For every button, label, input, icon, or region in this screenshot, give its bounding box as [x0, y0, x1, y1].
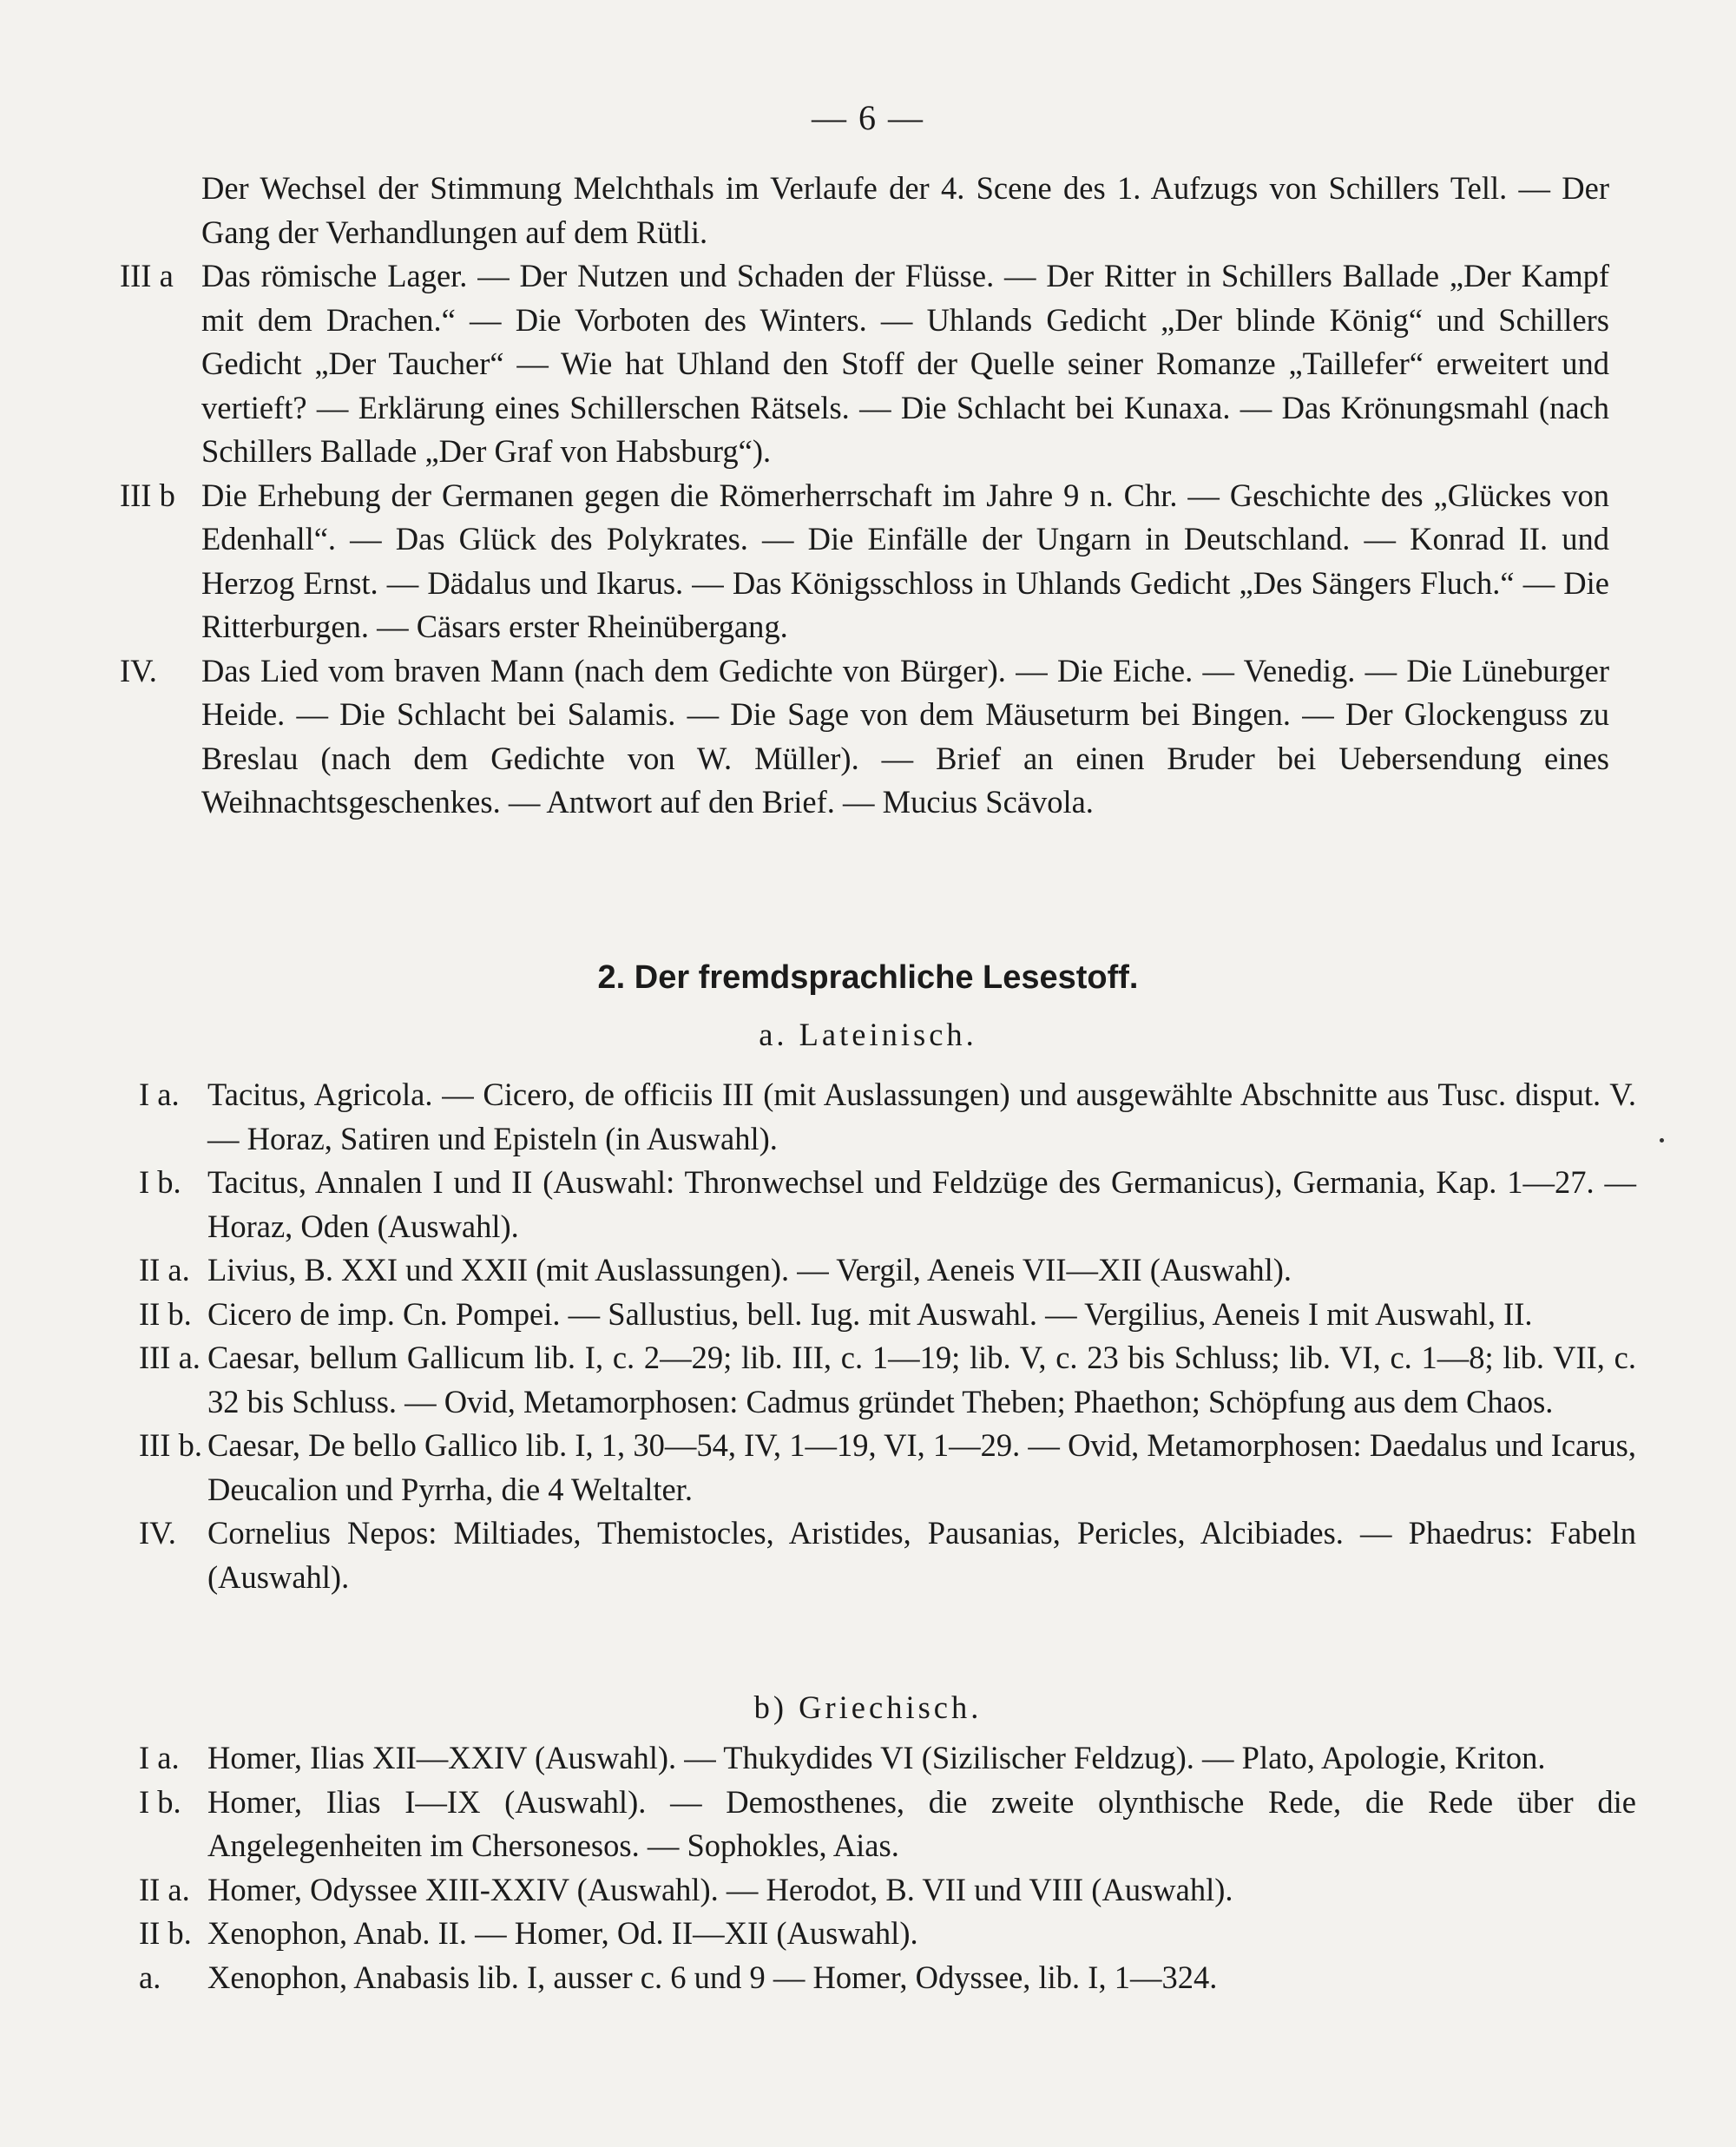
reading-text: Tacitus, Agricola. — Cicero, de officiis III (mit Auslassungen) und ausgewählte Abschnitte aus Tusc. disput. V. — Horaz, Satiren und Episteln (in Auswahl). — [207, 1077, 1636, 1156]
class-label: III b — [120, 477, 175, 513]
reading-text: Homer, Odyssee XIII-XXIV (Auswahl). — Herodot, B. VII und VIII (Auswahl). — [207, 1871, 1233, 1907]
reading-text: Livius, B. XXI und XXII (mit Auslassungen). — Vergil, Aeneis VII—XII (Auswahl). — [207, 1252, 1292, 1288]
ink-speck — [1660, 1138, 1664, 1143]
list-item — [0, 1956, 1736, 2000]
class-label: I a. — [139, 1077, 180, 1112]
reading-text: Caesar, De bello Gallico lib. I, 1, 30—54, IV, 1—19, VI, 1—29. — Ovid, Metamorphosen: Daedalus und Icarus, Deucalion und Pyrrha, die 4 Weltalter. — [207, 1427, 1636, 1507]
reading-text: Homer, Ilias XII—XXIV (Auswahl). — Thukydides VI (Sizilischer Feldzug). — Plato, Apologie, Kriton. — [207, 1740, 1546, 1775]
reading-text: Tacitus, Annalen I und II (Auswahl: Thronwechsel und Feldzüge des Germanicus), Germania, Kap. 1—27. — Horaz, Oden (Auswahl). — [207, 1164, 1636, 1244]
list-item — [0, 1511, 1736, 1599]
list-item — [0, 1248, 1736, 1293]
class-label: III a. — [139, 1340, 201, 1375]
latin-heading: a. Lateinisch. — [759, 1017, 977, 1052]
topic-text: Der Wechsel der Stimmung Melchthals im Verlaufe der 4. Scene des 1. Aufzugs von Schillers Tell. — Der Gang der Verhandlungen auf dem Rütli. — [201, 170, 1609, 250]
reading-text: Homer, Ilias I—IX (Auswahl). — Demosthenes, die zweite olynthische Rede, die Rede über die Angelegenheiten im Chersonesos. — Sophokles, Aias. — [207, 1783, 1636, 1863]
class-label: II b. — [139, 1295, 192, 1332]
list-item — [0, 474, 1736, 649]
list-item — [0, 254, 1736, 474]
class-label: I b. — [139, 1783, 181, 1820]
list-item — [0, 1161, 1736, 1248]
list-item — [0, 167, 1736, 254]
latin-reading-list — [0, 1073, 1736, 1599]
page-number: — 6 — — [812, 98, 924, 137]
class-label: II a. — [139, 1871, 190, 1907]
list-item — [0, 1912, 1736, 1956]
class-label: a. — [139, 1959, 161, 1995]
class-label: IV. — [139, 1515, 176, 1551]
list-item — [0, 1073, 1736, 1161]
reading-text: Cornelius Nepos: Miltiades, Themistocles, Aristides, Pausanias, Pericles, Alcibiades. — Phaedrus: Fabeln (Auswahl). — [207, 1515, 1636, 1595]
topic-text: Das Lied vom braven Mann (nach dem Gedichte von Bürger). — Die Eiche. — Venedig. — Die Lüneburger Heide. — Die Schlacht bei Salamis. — Die Sage von dem Mäuseturm bei Bingen. — Der Glockenguss zu Breslau (nach dem Gedichte von W. Müller). — Brief an einen Bruder bei Uebersendung eines Weihnachtsgeschenkes. — Antwort auf den Brief. — Mucius Scävola. — [201, 652, 1609, 820]
list-item — [0, 1336, 1736, 1424]
class-label: I b. — [139, 1164, 181, 1200]
class-label: II b. — [139, 1915, 192, 1951]
list-item — [0, 1868, 1736, 1913]
list-item — [0, 1424, 1736, 1511]
reading-text: Caesar, bellum Gallicum lib. I, c. 2—29; lib. III, c. 1—19; lib. V, c. 23 bis Schluss; lib. VI, c. 1—8; lib. VII, c. 32 bis Schluss. — Ovid, Metamorphosen: Cadmus gründet Theben; Phaethon; Schöpfung aus dem Chaos. — [207, 1340, 1636, 1419]
reading-text: Xenophon, Anab. II. — Homer, Od. II—XII (Auswahl). — [207, 1915, 918, 1951]
class-label: IV. — [120, 652, 157, 688]
class-label: II a. — [139, 1252, 190, 1288]
class-label: III a — [120, 258, 174, 293]
german-topics-list — [0, 167, 1736, 825]
reading-text: Cicero de imp. Cn. Pompei. — Sallustius, bell. Iug. mit Auswahl. — Vergilius, Aeneis I mit Auswahl, II. — [207, 1295, 1533, 1332]
greek-heading: b) Griechisch. — [753, 1689, 983, 1725]
list-item — [0, 1736, 1736, 1781]
class-label: I a. — [139, 1740, 180, 1775]
list-item — [0, 1781, 1736, 1868]
topic-text: Die Erhebung der Germanen gegen die Römerherrschaft im Jahre 9 n. Chr. — Geschichte des „Glückes von Edenhall“. — Das Glück des Polykrates. — Die Einfälle der Ungarn in Deutschland. — Konrad II. und Herzog Ernst. — Dädalus und Ikarus. — Das Königsschloss in Uhlands Gedicht „Des Sängers Fluch.“ — Die Ritterburgen. — Cäsars erster Rheinübergang. — [201, 477, 1609, 644]
greek-reading-list — [0, 1736, 1736, 1999]
reading-text: Xenophon, Anabasis lib. I, ausser c. 6 und 9 — Homer, Odyssee, lib. I, 1—324. — [207, 1959, 1218, 1995]
class-label: III b. — [139, 1427, 202, 1463]
topic-text: Das römische Lager. — Der Nutzen und Schaden der Flüsse. — Der Ritter in Schillers Ballade „Der Kampf mit dem Drachen.“ — Die Vorboten des Winters. — Uhlands Gedicht „Der blinde König“ und Schillers Gedicht „Der Taucher“ — Wie hat Uhland den Stoff der Quelle seiner Romanze „Taillefer“ erweitert und vertieft? — Erklärung eines Schillerschen Rätsels. — Die Schlacht bei Kunaxa. — Das Krönungsmahl (nach Schillers Ballade „Der Graf von Habsburg“). — [201, 258, 1609, 469]
list-item — [0, 1293, 1736, 1337]
list-item — [0, 649, 1736, 825]
section-heading: 2. Der fremdsprachliche Lesestoff. — [597, 959, 1139, 996]
